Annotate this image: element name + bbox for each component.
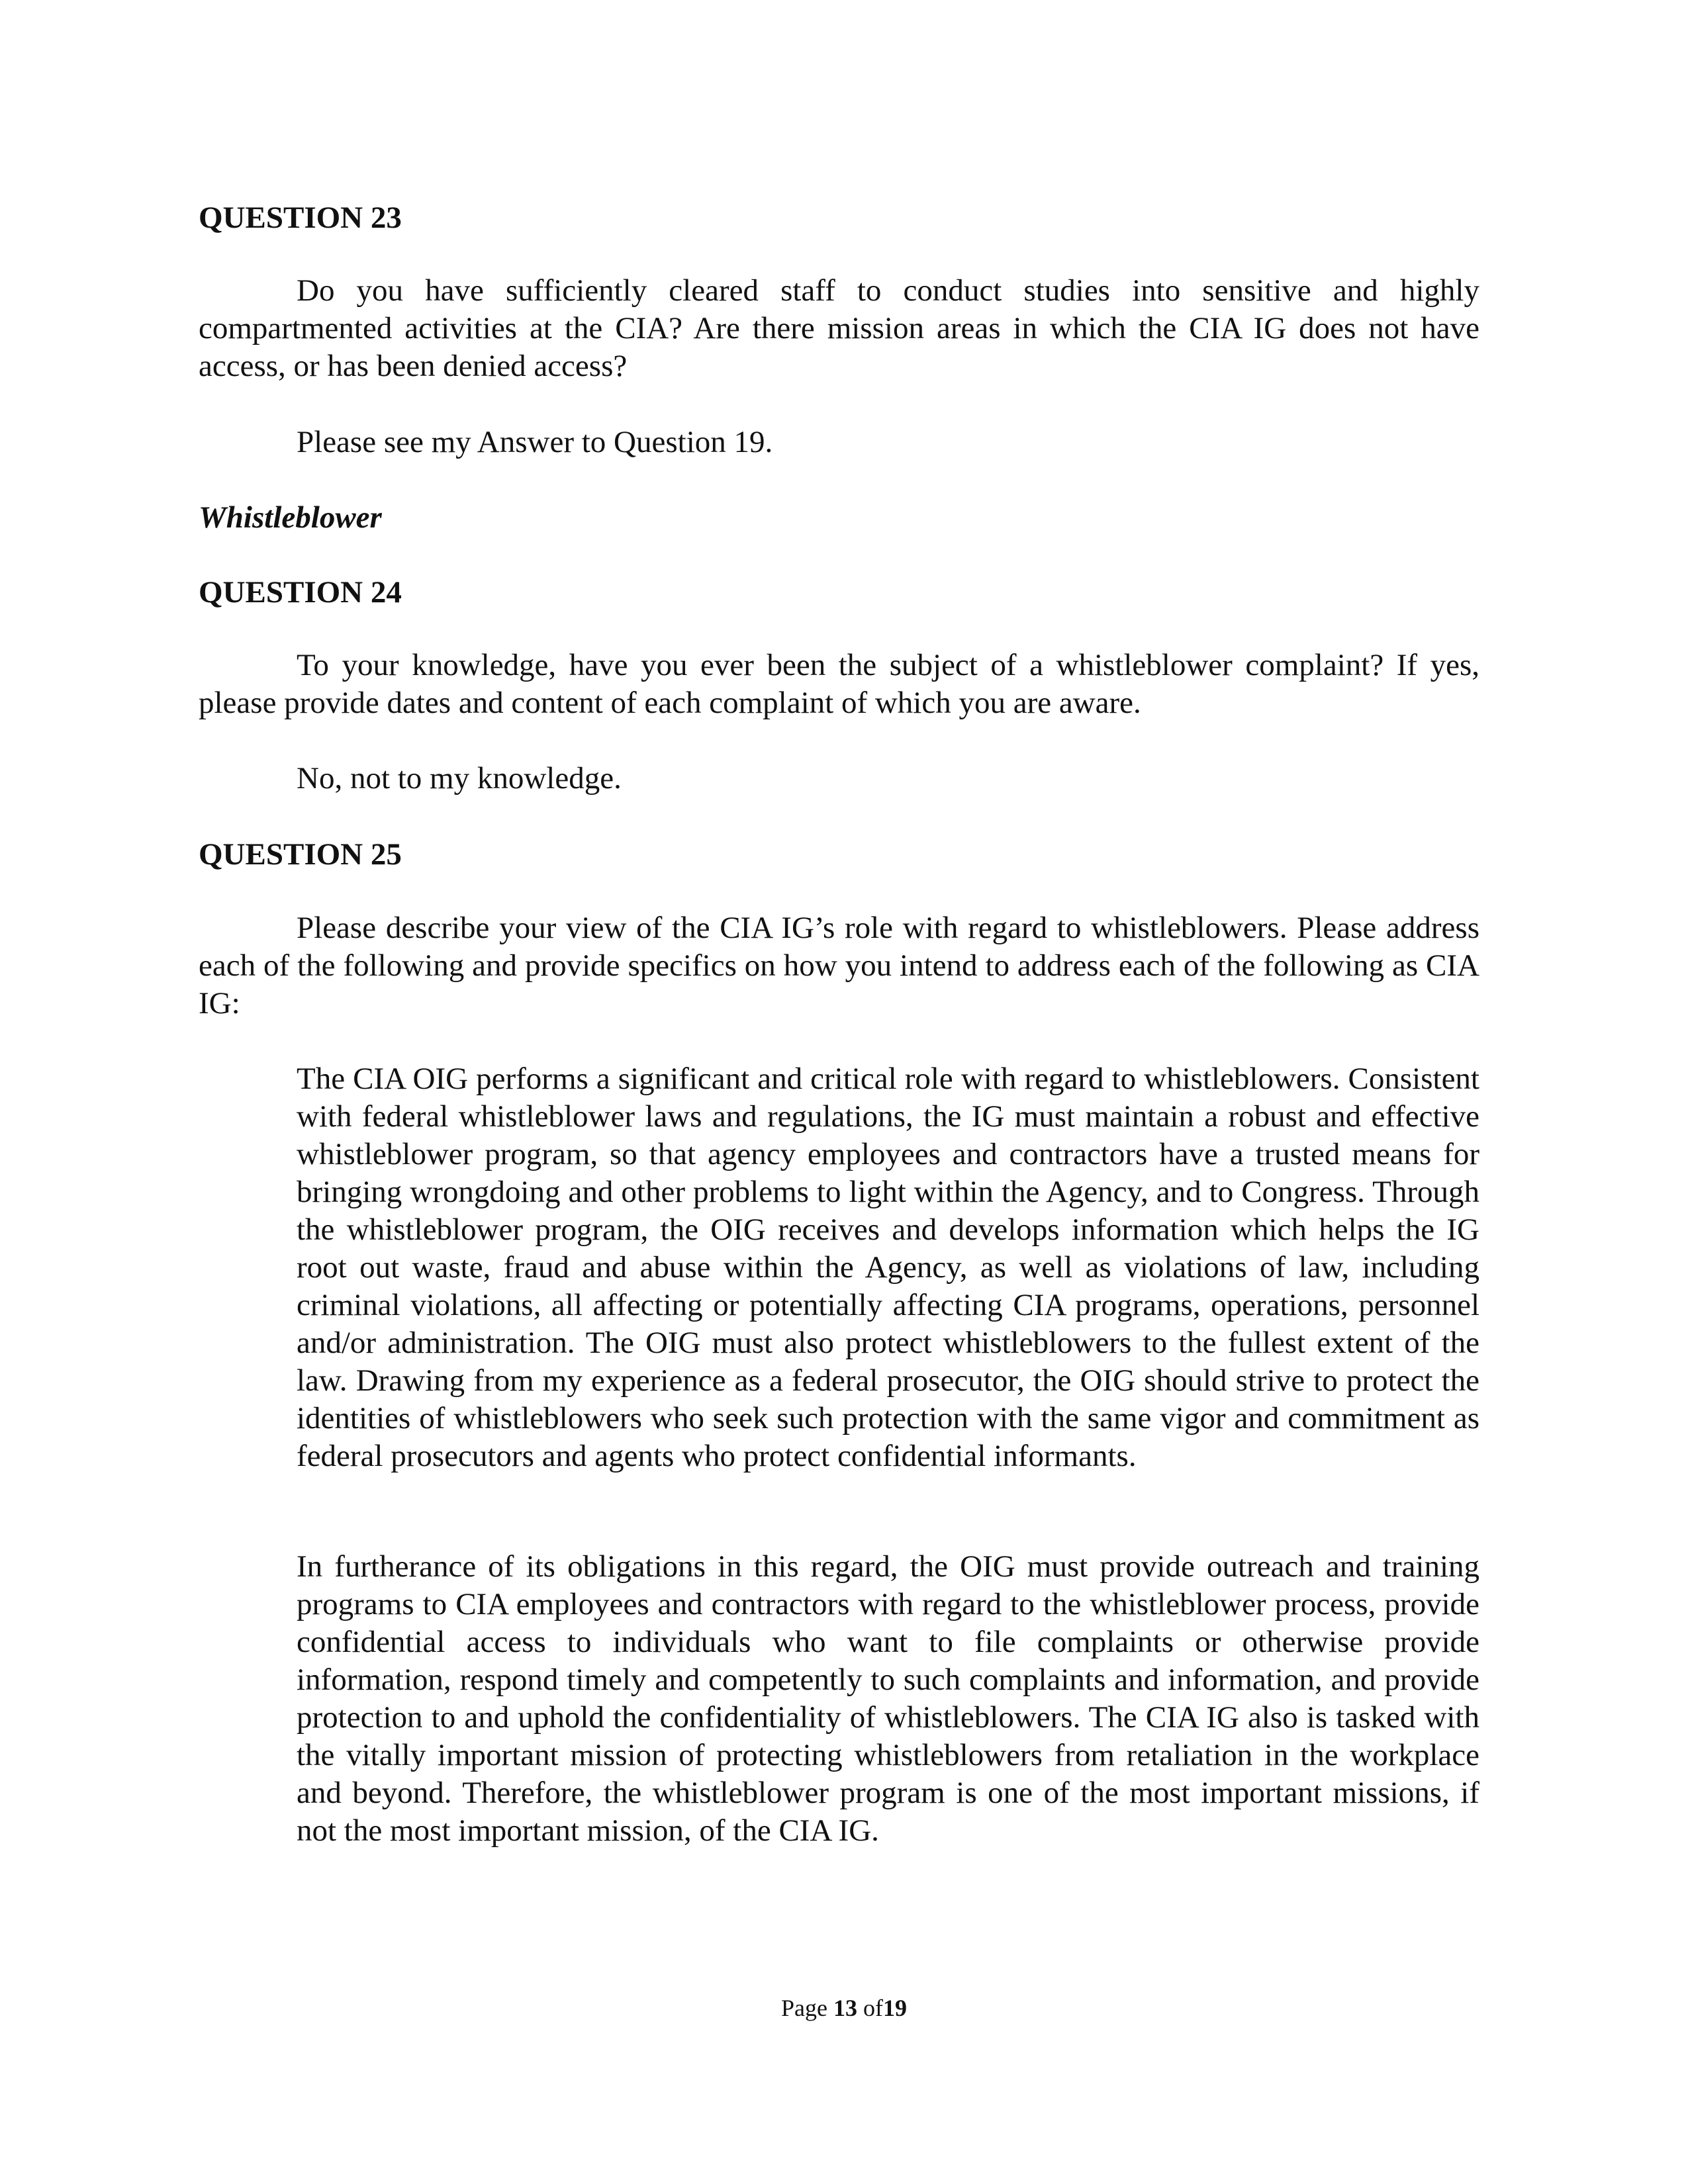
page-footer bbox=[0, 1993, 1688, 2023]
question-25-answer-paragraph-2: In furtherance of its obligations in this regard, the OIG must provide outreach and training programs to CIA employees and contractors with regard to the whistleblower process, provide confidential access to individuals who want to file complaints or otherwise provide information, respond timely and competently to such complaints and information, and provide protection to and uphold the confidentiality of whistleblowers. The CIA IG also is tasked with the vitally important mission of protecting whistleblowers from retaliation in the workplace and beyond. Therefore, the whistleblower program is one of the most important missions, if not the most important mission, of the CIA IG. bbox=[297, 1549, 1479, 1848]
question-23-text: Do you have sufficiently cleared staff to conduct studies into sensitive and highly compartmented activities at the CIA? Are there mission areas in which the CIA IG does not have access, or has been denied access? bbox=[199, 273, 1479, 383]
document-page bbox=[199, 0, 1479, 2184]
page-label: Page bbox=[781, 1995, 827, 2021]
section-title-whistleblower: Whistleblower bbox=[199, 500, 382, 535]
question-25-heading: QUESTION 25 bbox=[199, 837, 402, 872]
question-23-heading: QUESTION 23 bbox=[199, 201, 402, 235]
question-24-heading: QUESTION 24 bbox=[199, 575, 402, 610]
question-25-answer-paragraph-1: The CIA OIG performs a significant and critical role with regard to whistleblowers. Consistent with federal whistleblower laws and regulations, the IG must maintain a robust and effective whistleblower program, so that agency employees and contractors have a trusted means for bringing wrongdoing and other problems to light within the Agency, and to Congress. Through the whistleblower program, the OIG receives and develops information which helps the IG root out waste, fraud and abuse within the Agency, as well as violations of law, including criminal violations, all affecting or potentially affecting CIA programs, operations, personnel and/or administration. The OIG must also protect whistleblowers to the fullest extent of the law. Drawing from my experience as a federal prosecutor, the OIG should strive to protect the identities of whistleblowers who seek such protection with the same vigor and commitment as federal prosecutors and agents who protect confidential informants. bbox=[297, 1062, 1479, 1473]
question-23-answer: Please see my Answer to Question 19. bbox=[297, 425, 773, 459]
of-label: of bbox=[863, 1995, 883, 2021]
question-25-text: Please describe your view of the CIA IG’s role with regard to whistleblowers. Please address each of the following and provide specifics on how you intend to address each of the following as CIA IG: bbox=[199, 911, 1479, 1021]
current-page-number: 13 bbox=[833, 1995, 857, 2021]
question-24-text: To your knowledge, have you ever been the subject of a whistleblower complaint? If yes, please provide dates and content of each complaint of which you are aware. bbox=[199, 648, 1479, 720]
question-24-answer: No, not to my knowledge. bbox=[297, 761, 622, 796]
total-pages-number: 19 bbox=[882, 1995, 907, 2021]
